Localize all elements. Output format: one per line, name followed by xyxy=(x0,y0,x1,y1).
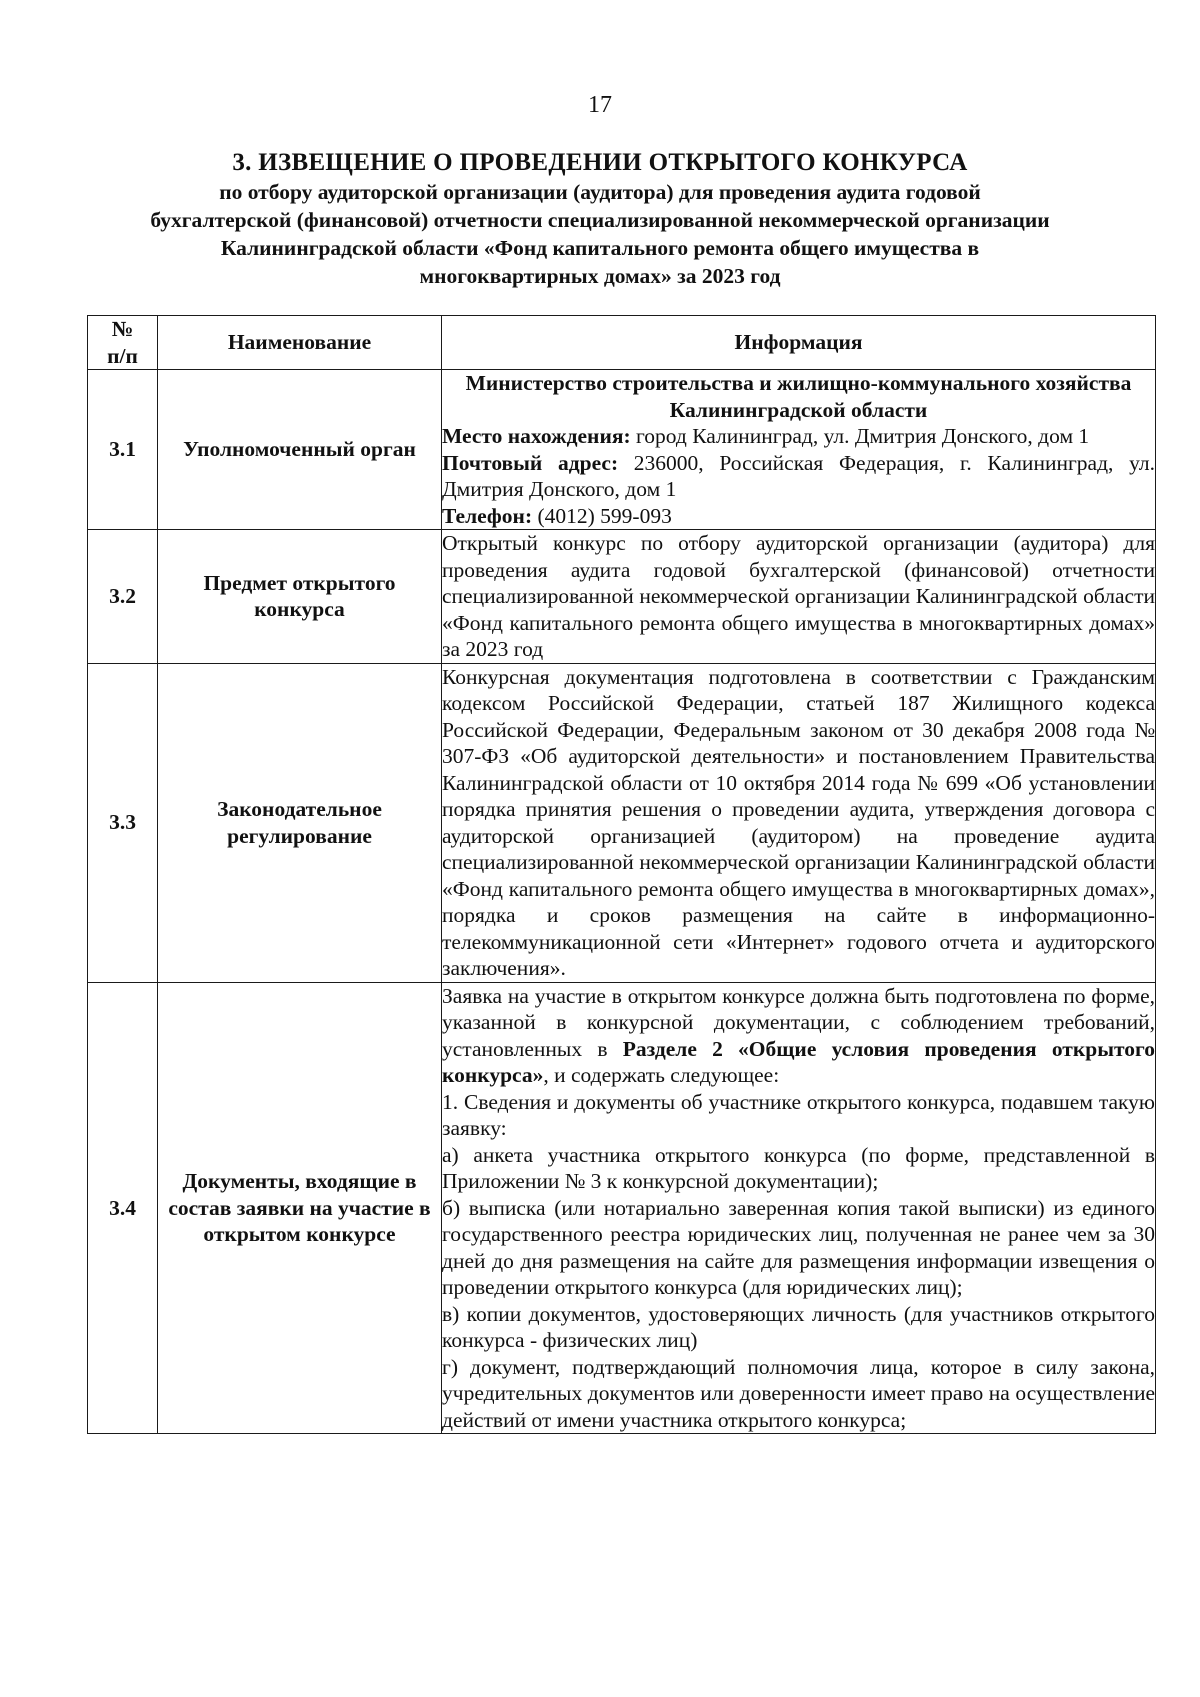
row-name: Законодательное регулирование xyxy=(158,663,442,982)
postal-label: Почтовый адрес: xyxy=(442,450,619,475)
location-label: Место нахождения: xyxy=(442,424,631,448)
table-row xyxy=(88,370,1156,530)
intro-before: Заявка на участие в открытом конкурсе должна быть подготовлена по форме, указанной в конкурсной документации, с соблюдением требований, установленных в xyxy=(442,983,1155,1061)
row-number: 3.2 xyxy=(88,530,158,664)
row-name: Документы, входящие в состав заявки на участие в открытом конкурсе xyxy=(158,982,442,1434)
phone-label: Телефон: xyxy=(442,503,533,528)
row-number: 3.3 xyxy=(88,663,158,982)
list-item: 1. Сведения и документы об участнике открытого конкурса, подавшем такую заявку: xyxy=(442,1089,1155,1140)
location-line xyxy=(442,423,1155,450)
intro-bold: Разделе 2 «Общие условия проведения открытого конкурса» xyxy=(442,1036,1156,1087)
heading-line-1: по отбору аудиторской организации (аудитора) для проведения аудита годовой xyxy=(219,180,981,204)
heading-title: 3. ИЗВЕЩЕНИЕ О ПРОВЕДЕНИИ ОТКРЫТОГО КОНКУРСА xyxy=(232,149,968,176)
application-intro xyxy=(442,983,1155,1089)
row-info: Конкурсная документация подготовлена в соответствии с Гражданским кодексом Российской Федерации, статьей 187 Жилищного кодекса Российской Федерации, Федеральным законом от 30 декабря 2008 года № 307-ФЗ «Об аудиторской деятельности» и постановлением Правительства Калининградской области от 10 октября 2014 года № 699 «Об установлении порядка принятия решения о проведении аудита, утверждения договора с аудиторской организацией (аудитором) на проведение аудита специализированной некоммерческой организации Калининградской области «Фонд капитального ремонта общего имущества в многоквартирных домах», порядка и сроков размещения на сайте в информационно-телекоммуникационной сети «Интернет» годового отчета и аудиторского заключения». xyxy=(442,664,1155,980)
list-item: а) анкета участника открытого конкурса (по форме, представленной в Приложении № 3 к конкурсной документации); xyxy=(442,1142,1155,1193)
row-info: Открытый конкурс по отбору аудиторской организации (аудитора) для проведения аудита годовой бухгалтерской (финансовой) отчетности специализированной некоммерческой организации Калининградской области «Фонд капитального ремонта общего имущества в многоквартирных домах» за 2023 год xyxy=(442,531,1155,661)
phone-line xyxy=(442,503,1155,530)
info-table xyxy=(87,315,1156,1434)
table-row xyxy=(88,530,1156,664)
list-item: г) документ, подтверждающий полномочия лица, которое в силу закона, учредительных документов или доверенности имеет право на осуществление действий от имени участника открытого конкурса; xyxy=(442,1354,1155,1432)
list-item: в) копии документов, удостоверяющих личность (для участников открытого конкурса - физических лиц) xyxy=(442,1301,1155,1352)
intro-after: , и содержать следующее: xyxy=(543,1063,780,1087)
postal-line xyxy=(442,450,1155,503)
location-value: город Калининград, ул. Дмитрия Донского, дом 1 xyxy=(630,424,1090,448)
row-number: 3.1 xyxy=(88,370,158,530)
table-row xyxy=(88,663,1156,982)
row-name: Предмет открытого конкурса xyxy=(158,530,442,664)
row-name: Уполномоченный орган xyxy=(158,370,442,530)
document-heading xyxy=(60,148,1140,290)
list-item: б) выписка (или нотариально заверенная копия такой выписки) из единого государственного реестра юридических лиц, полученная не ранее чем за 30 дней до дня размещения на сайте для размещения информации извещения о проведении открытого конкурса (для юридических лиц); xyxy=(442,1195,1155,1299)
phone-value: (4012) 599-093 xyxy=(532,503,672,528)
org-name: Министерство строительства и жилищно-коммунального хозяйства Калининградской области xyxy=(465,371,1132,422)
row-info xyxy=(442,370,1156,530)
heading-line-3: Калининградской области «Фонд капитального ремонта общего имущества в xyxy=(220,236,980,260)
table-row xyxy=(88,982,1156,1434)
heading-line-4: многоквартирных домах» за 2023 год xyxy=(419,264,781,288)
row-info xyxy=(442,982,1156,1434)
header-num xyxy=(88,316,158,370)
heading-line-2: бухгалтерской (финансовой) отчетности специализированной некоммерческой организации xyxy=(150,208,1050,232)
header-info: Информация xyxy=(442,316,1156,370)
header-name: Наименование xyxy=(158,316,442,370)
row-number: 3.4 xyxy=(88,982,158,1434)
page-number: 17 xyxy=(588,92,612,118)
header-num-line2: п/п xyxy=(107,343,138,368)
table-header-row xyxy=(88,316,1156,370)
postal-value: 236000, Российская Федерация, г. Калининград, ул. Дмитрия Донского, дом 1 xyxy=(442,450,1155,501)
header-num-line1: № xyxy=(111,317,134,341)
